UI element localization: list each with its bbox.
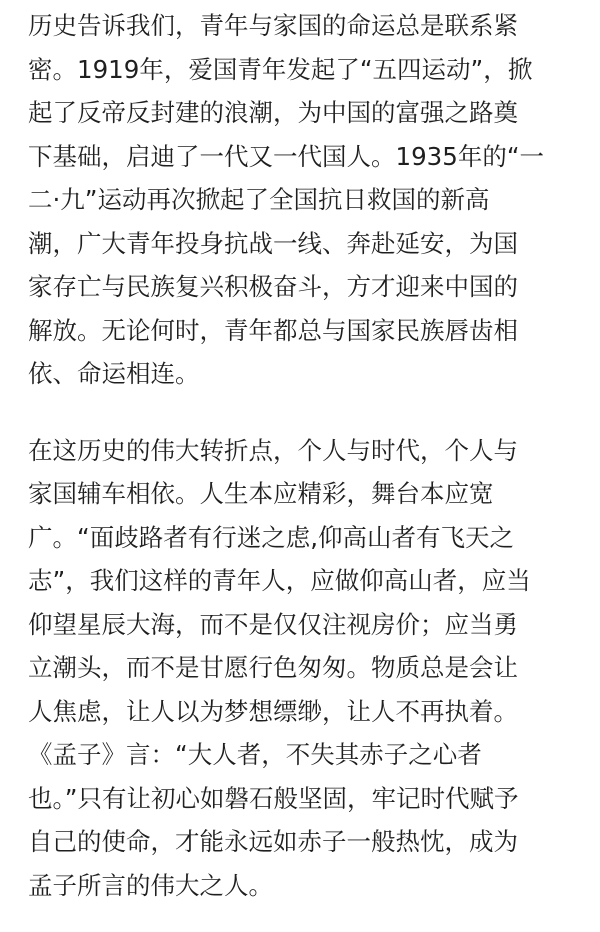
article-body [28, 4, 576, 907]
text-line: 志”，我们这样的青年人，应做仰高山者，应当 [28, 566, 531, 595]
text-line: 广。“面歧路者有行迷之虑,仰高山者有飞天之 [28, 522, 514, 552]
text-line: 下基础，启迪了一代又一代国人。1935年的“一 [28, 141, 545, 171]
text-line: 也。”只有让初心如磐石般坚固，牢记时代赋予 [28, 783, 519, 813]
text-line: 解放。无论何时，青年都总与国家民族唇齿相 [28, 315, 518, 345]
text-line: 依、命运相连。 [28, 359, 200, 388]
text-line: 历史告诉我们，青年与家国的命运总是联系紧 [28, 11, 518, 40]
text-line: 起了反帝反封建的浪潮，为中国的富强之路奠 [28, 98, 518, 127]
paragraph-1 [28, 4, 576, 396]
text-line: 二·九”运动再次掀起了全国抗日救国的新高 [28, 185, 490, 214]
text-line: 孟子所言的伟大之人。 [28, 870, 273, 900]
text-line: 在这历史的伟大转折点，个人与时代，个人与 [28, 435, 518, 465]
text-line: 人焦虑，让人以为梦想缥缈，让人不再执着。 [28, 696, 518, 726]
text-line: 潮，广大青年投身抗战一线、奔赴延安，为国 [28, 228, 518, 258]
text-line: 家国辅车相依。人生本应精彩，舞台本应宽 [28, 479, 494, 508]
text-line: 仰望星辰大海，而不是仅仅注视房价；应当勇 [28, 609, 518, 639]
text-line: 家存亡与民族复兴积极奋斗，方才迎来中国的 [28, 272, 518, 301]
text-line: 立潮头，而不是甘愿行色匆匆。物质总是会让 [28, 653, 518, 682]
text-line: 自己的使命，才能永远如赤子一般热忱，成为 [28, 827, 518, 856]
paragraph-2 [28, 429, 576, 908]
text-line: 密。1919年，爱国青年发起了“五四运动”，掀 [28, 54, 533, 84]
text-line: 《孟子》言：“大人者，不失其赤子之心者 [28, 740, 482, 769]
paragraph-spacer [28, 396, 576, 429]
